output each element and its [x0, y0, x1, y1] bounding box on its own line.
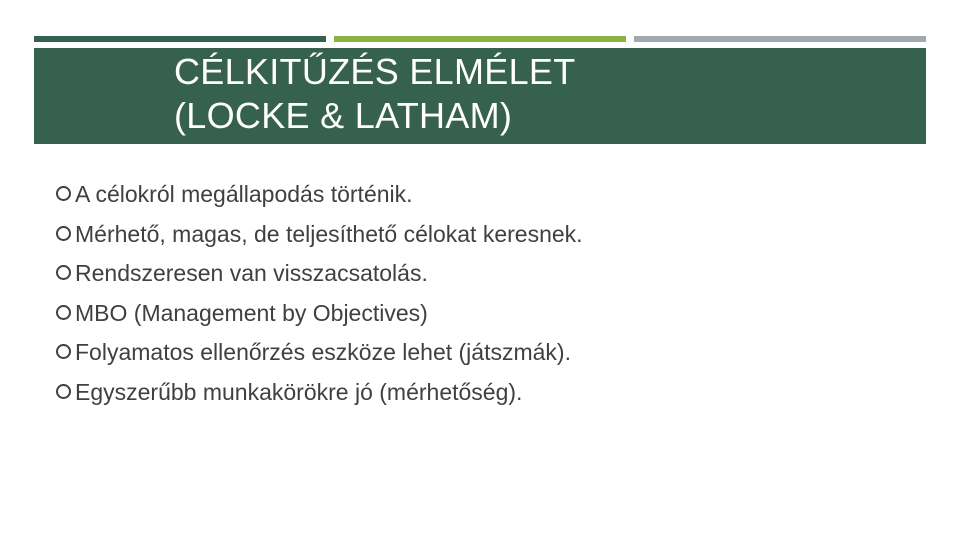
hollow-circle-icon [56, 186, 71, 201]
title-band [34, 48, 926, 144]
bullet-text: Folyamatos ellenőrzés eszköze lehet (játszmák). [75, 339, 571, 365]
accent-bar-green-dark [34, 36, 326, 42]
bullet-list [56, 180, 583, 417]
slide-title-line-1: CÉLKITŰZÉS ELMÉLET [174, 51, 576, 92]
hollow-circle-icon [56, 384, 71, 399]
accent-bar-green-light [334, 36, 626, 42]
hollow-circle-icon [56, 305, 71, 320]
hollow-circle-icon [56, 226, 71, 241]
bullet-text: Rendszeresen van visszacsatolás. [75, 260, 428, 286]
accent-bar-gray [634, 36, 926, 42]
bullet-item [56, 370, 583, 418]
hollow-circle-icon [56, 344, 71, 359]
hollow-circle-icon [56, 265, 71, 280]
bullet-text: Mérhető, magas, de teljesíthető célokat keresnek. [75, 220, 583, 247]
bullet-text: A célokról megállapodás történik. [75, 181, 413, 207]
slide-title-line-2: (LOCKE & LATHAM) [174, 95, 513, 136]
slide-title [174, 50, 576, 138]
bullet-text: MBO (Management by Objectives) [75, 299, 428, 326]
bullet-text: Egyszerűbb munkakörökre jó (mérhetőség). [75, 378, 523, 405]
